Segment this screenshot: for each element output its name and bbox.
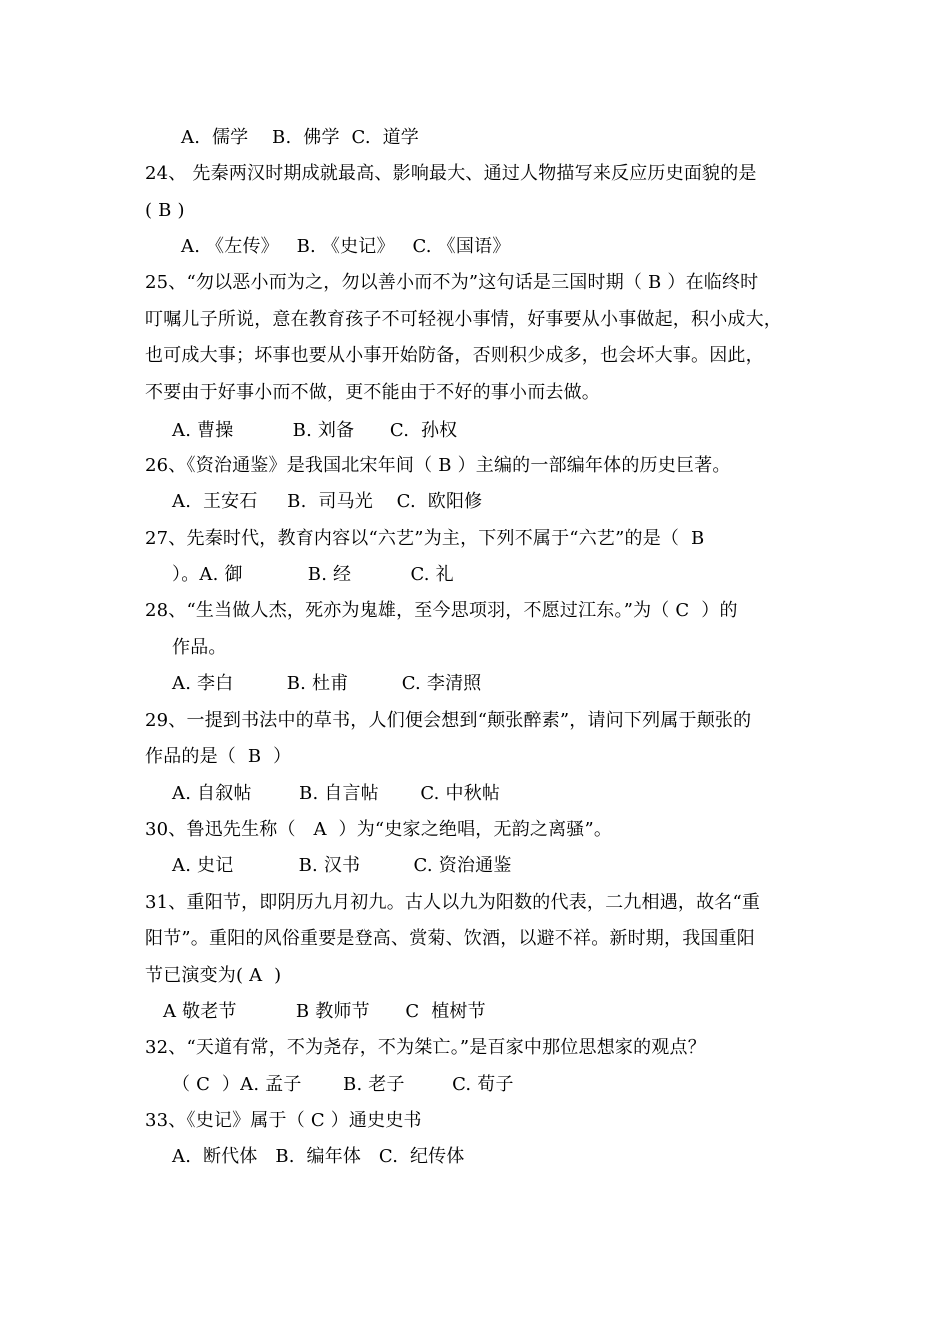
q25-question-line4: 不要由于好事小而不做，更不能由于不好的事小而去做。 (145, 382, 600, 403)
q26-options: A. 王安石 B. 司马光 C. 欧阳修 (172, 491, 483, 512)
q30-question: 30、鲁迅先生称（ A ）为“史家之绝唱，无韵之离骚”。 (145, 819, 613, 840)
q32-question: 32、“天道有常，不为尧存，不为桀亡。”是百家中那位思想家的观点？ (145, 1037, 706, 1058)
q28-question-line2: 作品。 (172, 637, 227, 658)
q30-options: A. 史记 B. 汉书 C. 资治通鉴 (172, 855, 512, 876)
q31-question-line3: 节已演变为( A ) (145, 965, 282, 986)
q27-answer-options: ）。A. 御 B. 经 C. 礼 (172, 564, 454, 585)
q31-question-line1: 31、重阳节，即阴历九月初九。古人以九为阳数的代表，二九相遇，故名“重 (145, 892, 761, 913)
q24-answer: ( B ) (145, 200, 185, 221)
q29-question-line1: 29、一提到书法中的草书，人们便会想到“颠张醉素”，请问下列属于颠张的 (145, 710, 752, 731)
q25-question-line3: 也可成大事；坏事也要从小事开始防备，否则积少成多，也会坏大事。因此， (145, 345, 764, 366)
q33-question: 33、《史记》属于（ C ）通史史书 (145, 1110, 422, 1131)
q25-question-line2: 叮嘱儿子所说，意在教育孩子不可轻视小事情，好事要从小事做起，积小成大， (145, 309, 782, 330)
q28-options: A. 李白 B. 杜甫 C. 李清照 (172, 673, 482, 694)
q31-options: A 敬老节 B 教师节 C 植树节 (163, 1001, 486, 1022)
q25-question-line1: 25、“勿以恶小而为之，勿以善小而不为”这句话是三国时期（ B ）在临终时 (145, 272, 759, 293)
q26-question: 26、《资治通鉴》是我国北宋年间（ B ）主编的一部编年体的历史巨著。 (145, 455, 731, 476)
q28-question-line1: 28、“生当做人杰，死亦为鬼雄，至今思项羽，不愿过江东。”为（ C ）的 (145, 600, 738, 621)
q29-options: A. 自叙帖 B. 自言帖 C. 中秋帖 (172, 783, 501, 804)
q25-options: A. 曹操 B. 刘备 C. 孙权 (172, 420, 458, 441)
q23-options: A. 儒学 B. 佛学 C. 道学 (181, 127, 419, 148)
q24-question-line1: 24、 先秦两汉时期成就最高、影响最大、通过人物描写来反应历史面貌的是 (145, 163, 757, 184)
q24-options: A. 《左传》 B. 《史记》 C. 《国语》 (181, 236, 511, 257)
q29-question-line2: 作品的是（ B ） (145, 746, 292, 767)
q31-question-line2: 阳节”。重阳的风俗重要是登高、赏菊、饮酒，以避不祥。新时期，我国重阳 (145, 928, 755, 949)
q33-options: A. 断代体 B. 编年体 C. 纪传体 (172, 1146, 465, 1167)
q32-answer-options: （ C ）A. 孟子 B. 老子 C. 荀子 (172, 1074, 514, 1095)
q27-question-line1: 27、先秦时代，教育内容以“六艺”为主，下列不属于“六艺”的是（ B (145, 528, 705, 549)
